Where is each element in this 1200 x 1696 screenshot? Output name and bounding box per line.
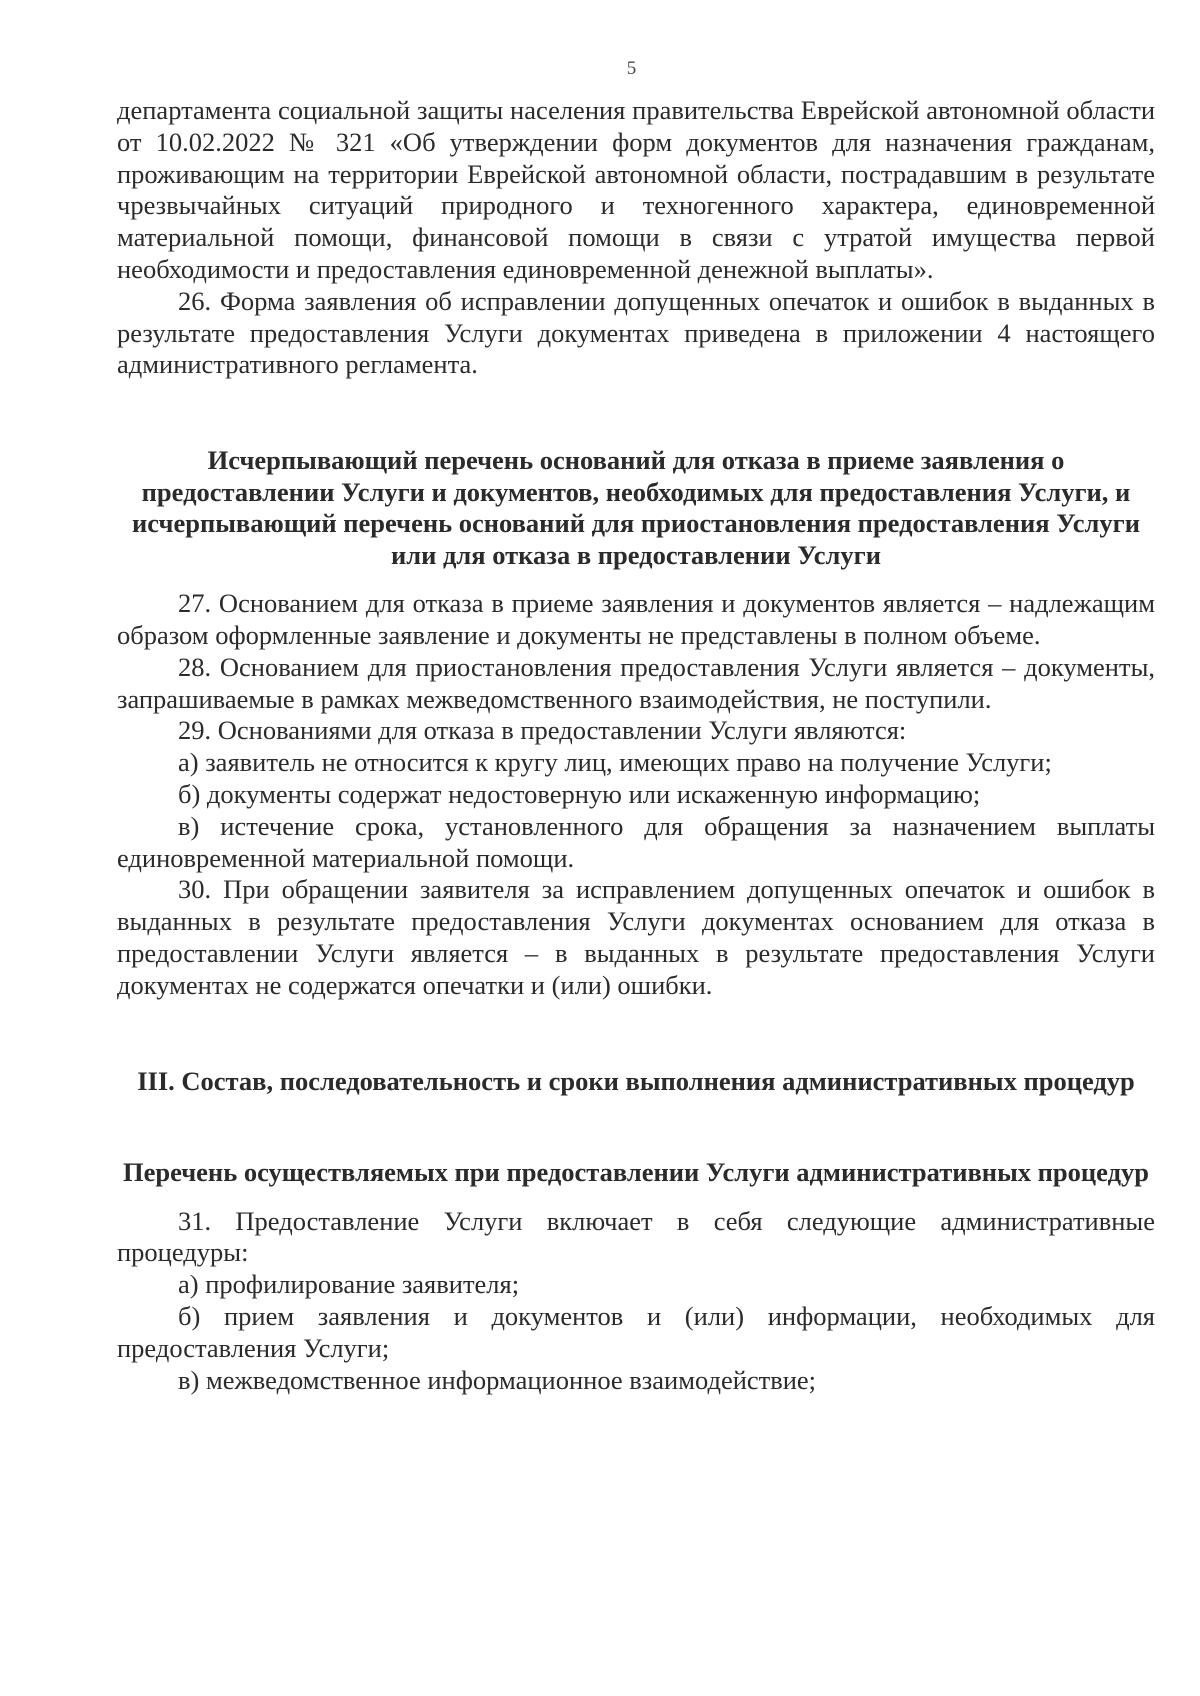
list-item-31b: б) прием заявления и документов и (или) информации, необходимых для предоставления Услуги; xyxy=(117,1300,1155,1363)
paragraph-27: 27. Основанием для отказа в приеме заявления и документов является – надлежащим образом оформленные заявление и документы не представлены в полном объеме. xyxy=(117,588,1155,650)
list-item-29b: б) документы содержат недостоверную или искаженную информацию; xyxy=(178,778,981,809)
section-heading-iii: III. Состав, последовательность и сроки выполнения административных процедур xyxy=(137,1065,1135,1096)
paragraph-31: 31. Предоставление Услуги включает в себя следующие административные процедуры: xyxy=(117,1205,1155,1268)
page-number: 5 xyxy=(626,58,637,79)
list-item-31a: а) профилирование заявителя; xyxy=(178,1269,520,1300)
paragraph-29: 29. Основаниями для отказа в предоставлении Услуги являются: xyxy=(178,715,907,746)
document-body xyxy=(117,95,1155,1396)
paragraph-28: 28. Основанием для приостановления предоставления Услуги является – документы, запрашиваемые в рамках межведомственного взаимодействия, не поступили. xyxy=(117,651,1155,714)
list-item-29c: в) истечение срока, установленного для обращения за назначением выплаты единовременной материальной помощи. xyxy=(117,810,1155,873)
paragraph-26: 26. Форма заявления об исправлении допущенных опечаток и ошибок в выданных в результате предоставления Услуги документах приведена в приложении 4 настоящего административного регламента. xyxy=(117,285,1155,380)
paragraph-30: 30. При обращении заявителя за исправлением допущенных опечаток и ошибок в выданных в результате предоставления Услуги документах основанием для отказа в предоставлении Услуги является – в выданных в результате предоставления Услуги документах не содержатся опечатки и (или) ошибки. xyxy=(117,874,1155,1000)
list-item-29a: а) заявитель не относится к кругу лиц, имеющих право на получение Услуги; xyxy=(178,747,1052,778)
heading-refusal-grounds: Исчерпывающий перечень оснований для отказа в приеме заявления о предоставлении Услуги и документов, необходимых для предоставления Услуги, и исчерпывающий перечень оснований для приостановления предоставления Услуги или для отказа в предоставлении Услуги xyxy=(132,445,1140,570)
paragraph-continuation: департамента социальной защиты населения правительства Еврейской автономной области от 10.02.2022 № 321 «Об утверждении форм документов для назначения гражданам, проживающим на территории Еврейской автономной области, пострадавшим в результате чрезвычайных ситуаций природного и техногенного характера, единовременной материальной помощи, финансовой помощи в связи с утратой имущества первой необходимости и предоставления единовременной денежной выплаты». xyxy=(117,95,1155,284)
heading-procedures-list: Перечень осуществляемых при предоставлении Услуги административных процедур xyxy=(123,1157,1149,1188)
list-item-31c: в) межведомственное информационное взаимодействие; xyxy=(178,1364,817,1395)
